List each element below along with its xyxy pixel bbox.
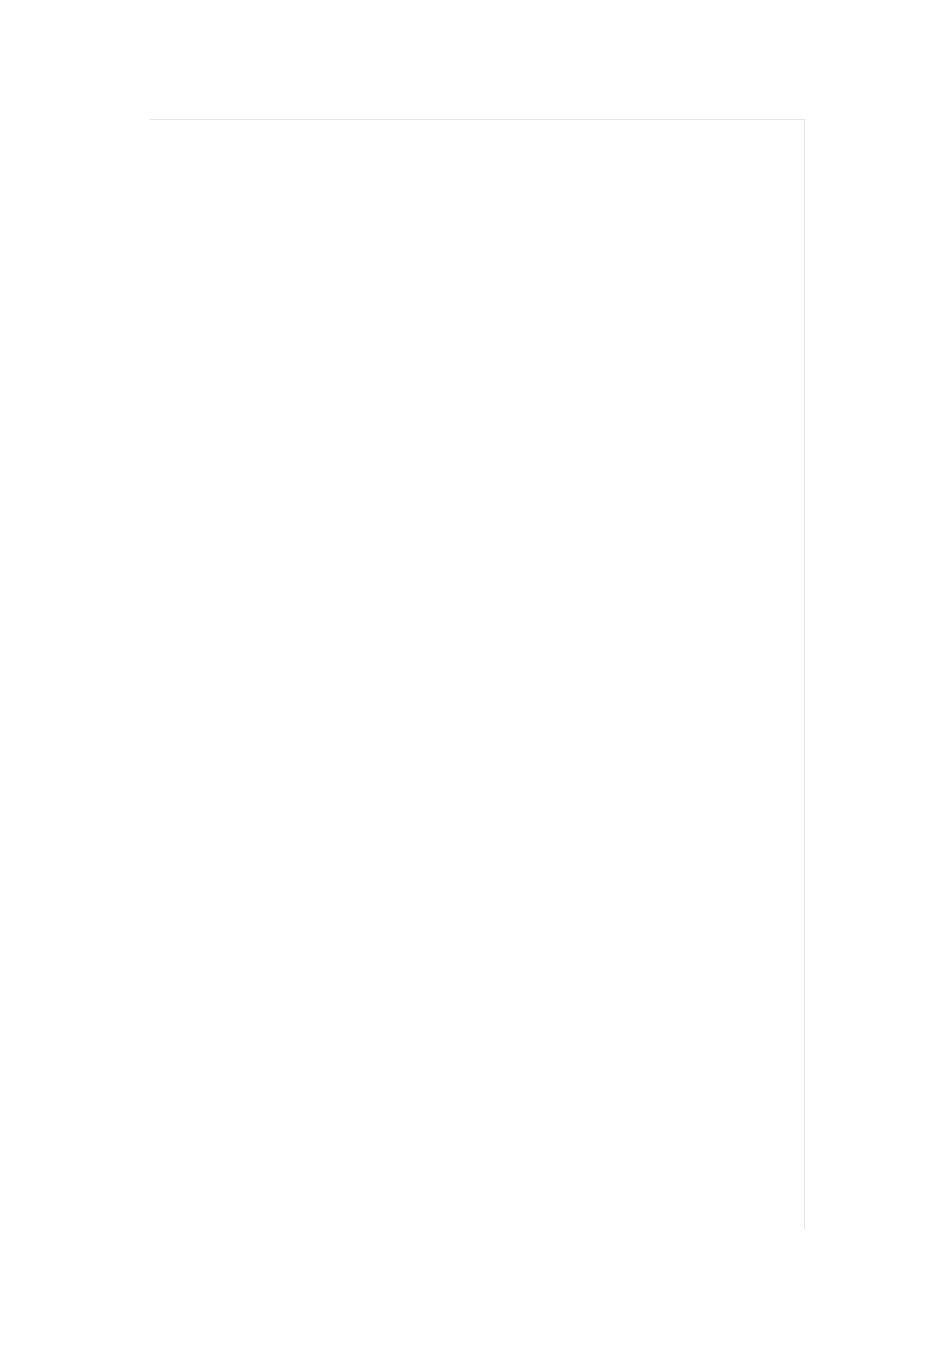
page-frame-right-border — [804, 119, 805, 1229]
spacer — [174, 117, 794, 139]
page-footer — [0, 1250, 950, 1265]
part-heading — [174, 139, 794, 164]
document-body — [174, 117, 794, 186]
spacer — [174, 164, 794, 186]
